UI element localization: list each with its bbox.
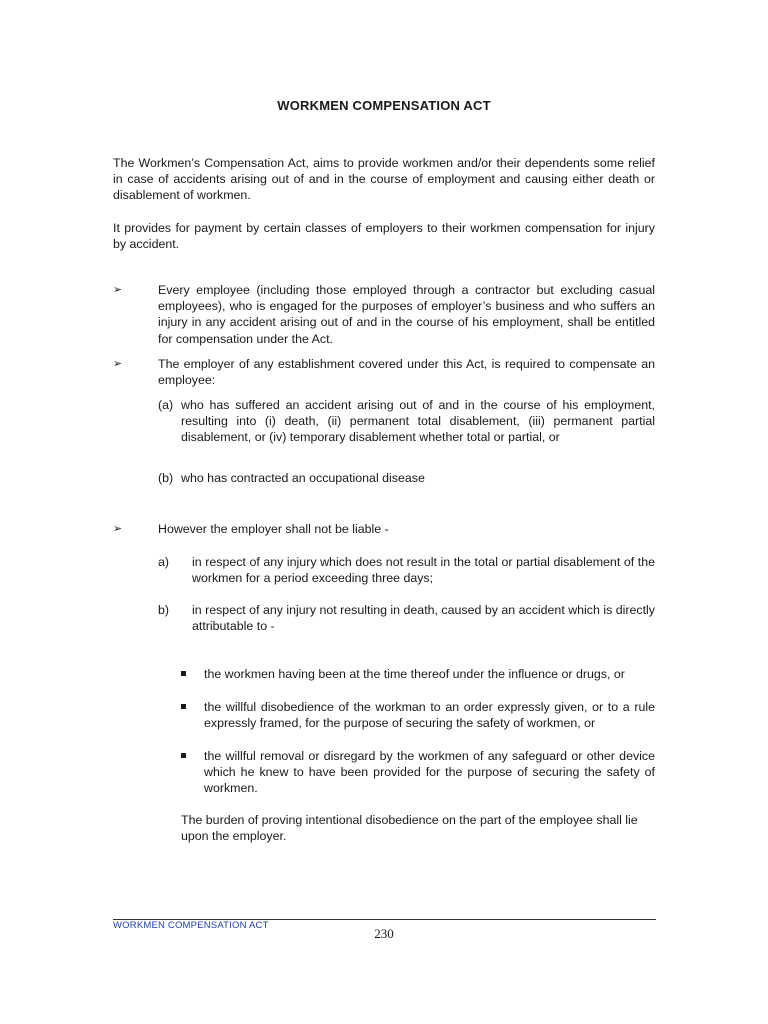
item-text: in respect of any injury not resulting in death, caused by an accident which is directly attributable to -: [192, 603, 655, 634]
burden-paragraph: The burden of proving intentional disobedience on the part of the employee shall lie upon the employer.: [181, 813, 638, 844]
square-bullet-icon: [181, 704, 186, 709]
item-label: b): [158, 603, 170, 617]
item-text: who has contracted an occupational disease: [181, 471, 425, 485]
item-label: (a): [158, 398, 174, 412]
bullet-text: However the employer shall not be liable -: [158, 522, 389, 536]
bullet-text: The employer of any establishment covered under this Act, is required to compensate an employee:: [158, 357, 655, 388]
square-bullet-icon: [181, 671, 186, 676]
item-text: the willful removal or disregard by the workmen of any safeguard or other device which he knew to have been provided for the purpose of securing the safety of workmen.: [204, 749, 655, 796]
item-text: the workmen having been at the time thereof under the influence or drugs, or: [204, 667, 625, 681]
item-label: a): [158, 555, 170, 569]
item-text: who has suffered an accident arising out of and in the course of his employment, resulting into (i) death, (ii) permanent total disablement, (iii) permanent partial disablement, or (iv) temporary disablement whether total or partial, or: [181, 398, 655, 445]
intro-paragraph-1: The Workmen’s Compensation Act, aims to provide workmen and/or their dependents some relief in case of accidents arising out of and in the course of employment and causing either death or disablement of workmen.: [113, 156, 655, 203]
page-title: WORKMEN COMPENSATION ACT: [277, 98, 491, 113]
arrow-bullet-icon: ➢: [113, 284, 123, 296]
square-bullet-icon: [181, 753, 186, 758]
footer-label: WORKMEN COMPENSATION ACT: [113, 920, 269, 931]
bullet-text: Every employee (including those employed through a contractor but excluding casual employees), who is engaged for the purposes of employer’s business and who suffers an injury in any accident arising out of and in the course of his employment, shall be entitled for compensation under the Act.: [158, 283, 655, 346]
intro-paragraph-2: It provides for payment by certain classes of employers to their workmen compensation for injury by accident.: [113, 221, 655, 252]
item-text: in respect of any injury which does not result in the total or partial disablement of the workmen for a period exceeding three days;: [192, 555, 655, 586]
item-text: the willful disobedience of the workman to an order expressly given, or to a rule expressly framed, for the purpose of securing the safety of workmen, or: [204, 700, 655, 731]
arrow-bullet-icon: ➢: [113, 358, 123, 370]
arrow-bullet-icon: ➢: [113, 523, 123, 535]
item-label: (b): [158, 471, 174, 485]
page-number: 230: [374, 926, 394, 941]
